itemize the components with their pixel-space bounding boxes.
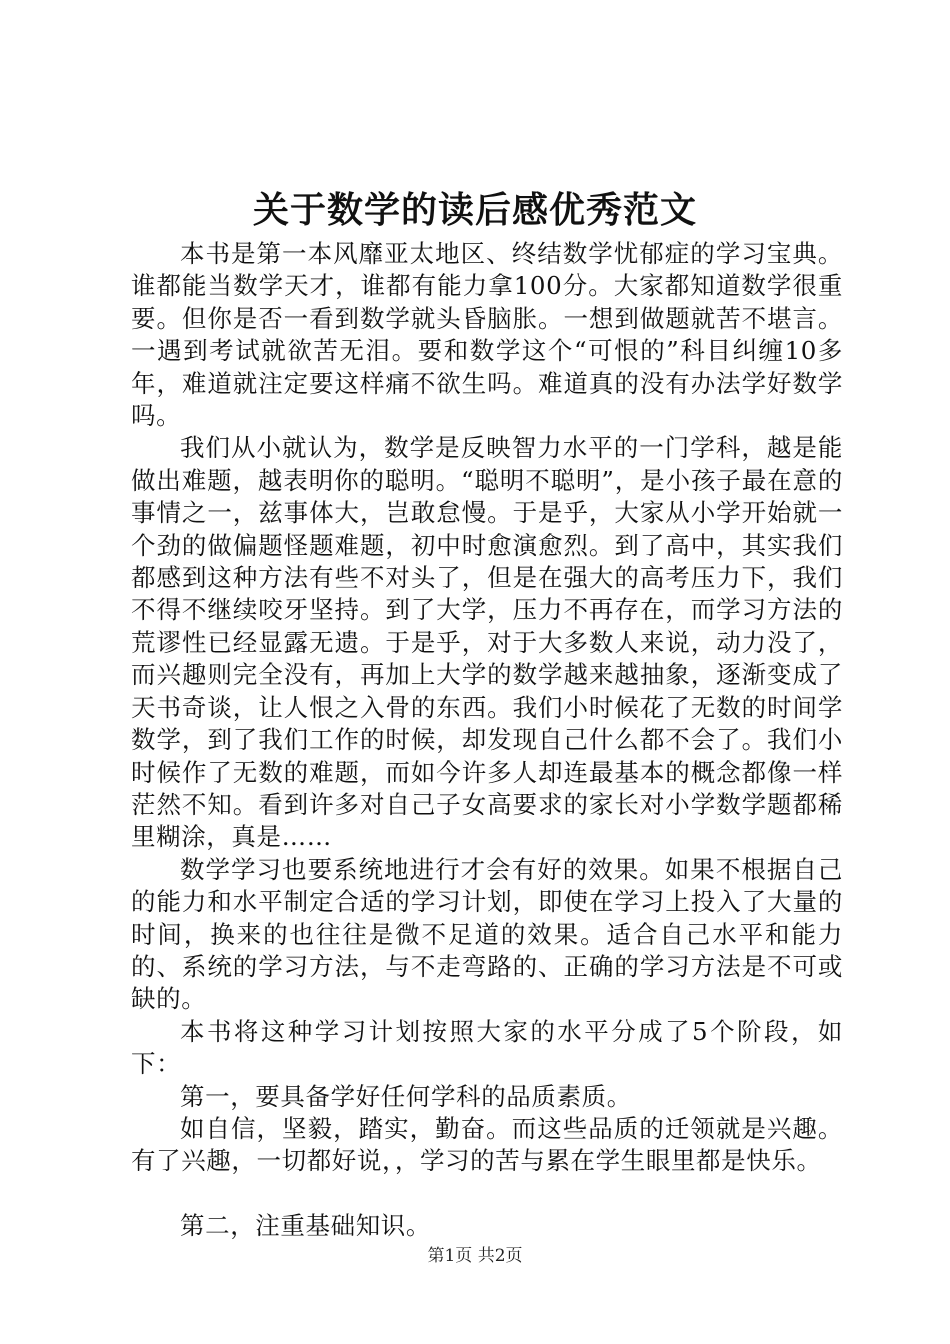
document-title: 关于数学的读后感优秀范文 (252, 189, 697, 231)
page-footer: 第1页 共2页 (427, 1246, 523, 1266)
paragraph-experience: 我们从小就认为，数学是反映智力水平的一门学科，越是能做出难题，越表明你的聪明。“聪明不聪明”，是小孩子最在意的事情之一，兹事体大，岂敢怠慢。于是乎，大家从小学开始就一个劲的做偏题怪题难题，初中时愈演愈烈。到了高中，其实我们都感到这种方法有些不对头了，但是在强大的高考压力下，我们不得不继续咬牙坚持。到了大学，压力不再存在，而学习方法的荒谬性已经显露无遗。于是乎，对于大多数人来说，动力没了，而兴趣则完全没有，再加上大学的数学越来越抽象，逐渐变成了天书奇谈，让人恨之入骨的东西。我们小时候花了无数的时间学数学，到了我们工作的时候，却发现自己什么都不会了。我们小时候作了无数的难题，而如今许多人却连最基本的概念都像一样茫然不知。看到许多对自己子女高要求的家长对小学数学题都稀里糊涂，真是…… (131, 433, 843, 852)
paragraph-stage-one-detail: 如自信，坚毅，踏实，勤奋。而这些品质的迁领就是兴趣。有了兴趣，一切都好说，，学习的苦与累在学生眼里都是快乐。 (131, 1113, 843, 1176)
document-body (131, 238, 843, 1242)
paragraph-stage-two: 第二，注重基础知识。 (180, 1210, 431, 1240)
paragraph-intro: 本书是第一本风靡亚太地区、终结数学忧郁症的学习宝典。谁都能当数学天才，谁都有能力拿100分。大家都知道数学很重要。但你是否一看到数学就头昏脑胀。一想到做题就苦不堪言。一遇到考试就欲苦无泪。要和数学这个“可恨的”科目纠缠10多年，难道就注定要这样痛不欲生吗。难道真的没有办法学好数学吗。 (131, 239, 843, 431)
paragraph-stage-one: 第一，要具备学好任何学科的品质素质。 (180, 1081, 632, 1111)
paragraph-five-stages: 本书将这种学习计划按照大家的水平分成了5个阶段，如下： (131, 1016, 843, 1079)
paragraph-systematic-learning: 数学学习也要系统地进行才会有好的效果。如果不根据自己的能力和水平制定合适的学习计划，即使在学习上投入了大量的时间，换来的也往往是微不足道的效果。适合自己水平和能力的、系统的学习方法，与不走弯路的、正确的学习方法是不可或缺的。 (131, 854, 843, 1014)
